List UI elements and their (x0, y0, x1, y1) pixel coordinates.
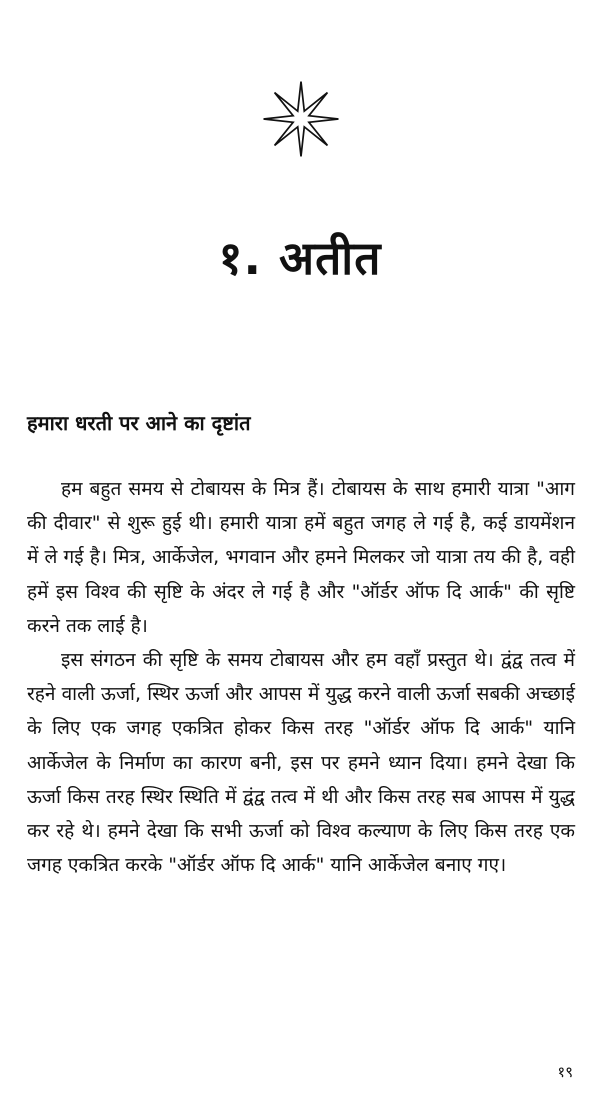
body-text (27, 472, 575, 882)
eight-point-star-icon (262, 80, 340, 158)
page-number: १९ (557, 1063, 573, 1081)
chapter-title: १. अतीत (218, 231, 382, 285)
section-heading: हमारा धरती पर आने का दृष्टांत (27, 411, 251, 435)
paragraph: हम बहुत समय से टोबायस के मित्र हैं। टोबायस के साथ हमारी यात्रा "आग की दीवार" से शुरू हुई थी। हमारी यात्रा हमें बहुत जगह ले गई है, कई डायमेंशन में ले गई है। मित्र, आर्केजेल, भगवान और हमने मिलकर जो यात्रा तय की है, वही हमें इस विश्व की सृष्टि के अंदर ले गई है और "ऑर्डर ऑफ दि आर्क" की सृष्टि करने तक लाई है। (27, 478, 575, 637)
paragraph: इस संगठन की सृष्टि के समय टोबायस और हम वहाँ प्रस्तुत थे। द्वंद्व तत्व में रहने वाली ऊर्जा, स्थिर ऊर्जा और आपस में युद्ध करने वाली ऊर्जा सबकी अच्छाई के लिए एक जगह एकत्रित होकर किस तरह "ऑर्डर ऑफ दि आर्क" यानि आर्केजेल के निर्माण का कारण बनी, इस पर हमने ध्यान दिया। हमने देखा कि ऊर्जा किस तरह स्थिर स्थिति में द्वंद्व तत्व में थी और किस तरह सब आपस में युद्ध कर रहे थे। हमने देखा कि सभी ऊर्जा को विश्व कल्याण के लिए किस तरह एक जगह एकत्रित करके "ऑर्डर ऑफ दि आर्क" यानि आर्केजेल बनाए गए। (27, 649, 575, 877)
